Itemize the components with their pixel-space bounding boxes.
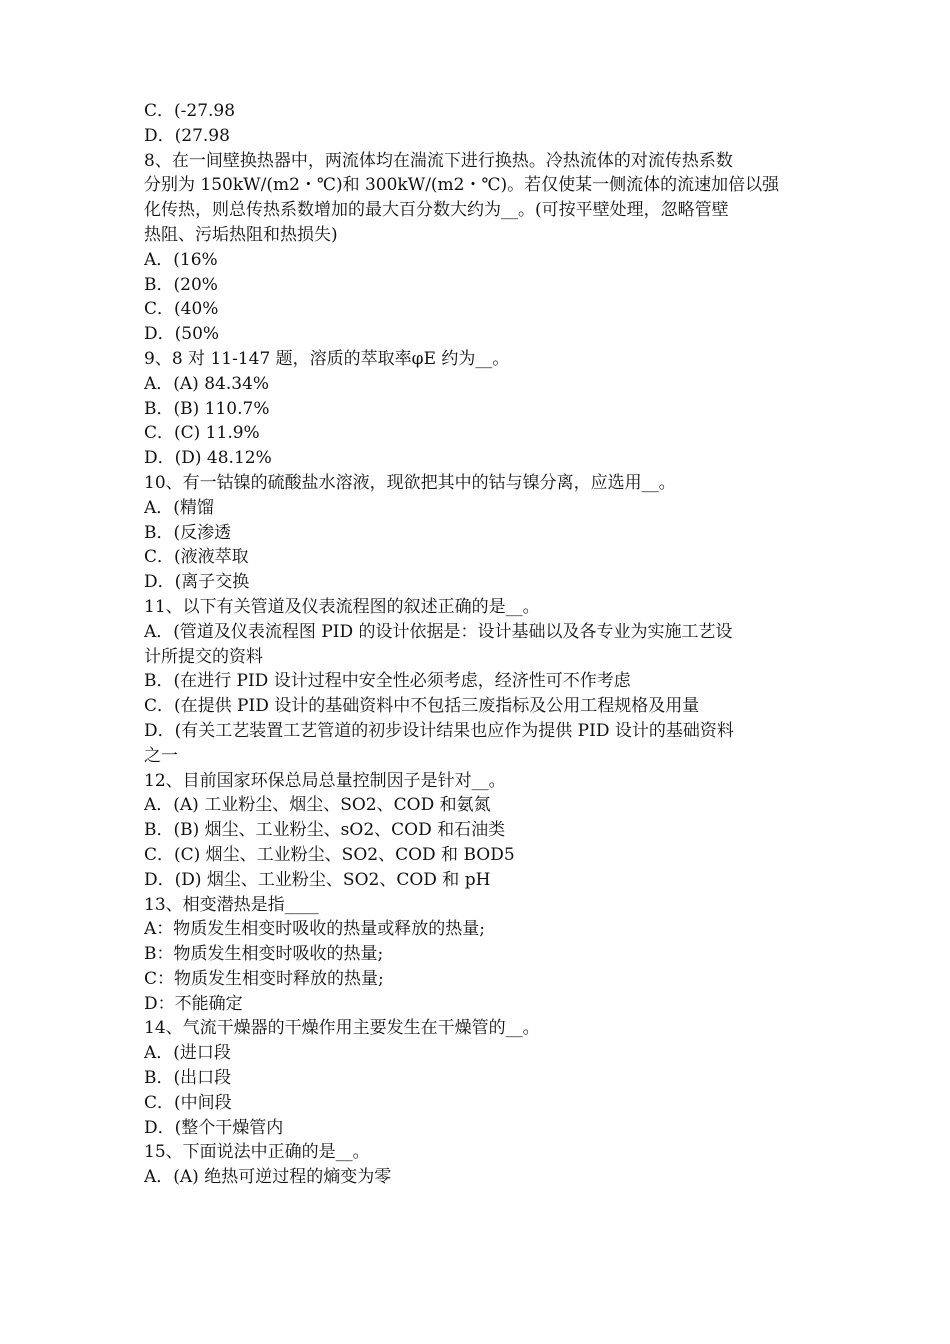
- option-line: B．(B) 烟尘、工业粉尘、sO2、COD 和石油类: [144, 820, 506, 841]
- option-line: D．(D) 48.12%: [144, 448, 272, 469]
- option-line: 计所提交的资料: [144, 646, 263, 667]
- option-line: C．(C) 11.9%: [144, 423, 260, 444]
- option-line: C．(40%: [144, 299, 219, 320]
- option-line: C．(-27.98: [144, 101, 236, 121]
- question-line: 热阻、污垢热阻和热损失): [144, 224, 338, 245]
- option-line: A：物质发生相变时吸收的热量或释放的热量;: [144, 919, 486, 940]
- option-line: C．(液液萃取: [144, 547, 249, 568]
- option-line: C．(中间段: [144, 1092, 232, 1113]
- option-line: A．(进口段: [144, 1043, 231, 1064]
- option-line: 之一: [144, 745, 178, 766]
- option-line: D．(离子交换: [144, 572, 250, 593]
- option-line: B：物质发生相变时吸收的热量;: [144, 944, 384, 965]
- option-line: D．(有关工艺装置工艺管道的初步设计结果也应作为提供 PID 设计的基础资料: [144, 720, 734, 741]
- question-line: 9、8 对 11-147 题，溶质的萃取率φE 约为__。: [144, 348, 510, 369]
- question-line: 15、下面说法中正确的是__。: [144, 1142, 370, 1163]
- question-line: 13、相变潜热是指____: [144, 894, 319, 915]
- option-line: B．(在进行 PID 设计过程中安全性必须考虑，经济性可不作考虑: [144, 671, 631, 692]
- question-line: 14、气流干燥器的干燥作用主要发生在干燥管的__。: [144, 1018, 540, 1039]
- option-line: D．(50%: [144, 324, 220, 345]
- question-line: 8、在一间壁换热器中，两流体均在湍流下进行换热。冷热流体的对流传热系数: [144, 150, 733, 171]
- option-line: B．(20%: [144, 274, 218, 295]
- option-line: A．(16%: [144, 249, 218, 270]
- option-line: A．(A) 工业粉尘、烟尘、SO2、COD 和氨氮: [144, 795, 491, 816]
- option-line: A．(精馏: [144, 497, 214, 518]
- option-line: B．(出口段: [144, 1068, 232, 1089]
- option-line: C．(C) 烟尘、工业粉尘、SO2、COD 和 BOD5: [144, 844, 515, 865]
- option-line: A．(A) 绝热可逆过程的熵变为零: [144, 1167, 392, 1188]
- option-line: C：物质发生相变时释放的热量;: [144, 968, 384, 989]
- question-line: 10、有一钴镍的硫酸盐水溶液，现欲把其中的钴与镍分离，应选用__。: [144, 472, 676, 493]
- option-line: A．(A) 84.34%: [144, 373, 270, 394]
- question-line: 11、以下有关管道及仪表流程图的叙述正确的是__。: [144, 596, 540, 617]
- question-line: 分别为 150kW/(m2・℃)和 300kW/(m2・℃)。若仅使某一侧流体的流速加倍以强: [144, 175, 780, 196]
- option-line: D．(D) 烟尘、工业粉尘、SO2、COD 和 pH: [144, 869, 491, 890]
- question-line: 12、目前国家环保总局总量控制因子是针对__。: [144, 770, 506, 791]
- option-line: C．(在提供 PID 设计的基础资料中不包括三废指标及公用工程规格及用量: [144, 696, 700, 717]
- document-page: [144, 99, 810, 1190]
- question-line: 化传热，则总传热系数增加的最大百分数大约为__。(可按平壁处理，忽略管壁: [144, 200, 729, 221]
- option-line: D．(27.98: [144, 125, 230, 146]
- option-line: D．(整个干燥管内: [144, 1117, 284, 1138]
- option-line: D：不能确定: [144, 993, 243, 1014]
- option-line: B．(B) 110.7%: [144, 398, 270, 419]
- option-line: B．(反渗透: [144, 522, 232, 543]
- option-line: A．(管道及仪表流程图 PID 的设计依据是：设计基础以及各专业为实施工艺设: [144, 621, 733, 642]
